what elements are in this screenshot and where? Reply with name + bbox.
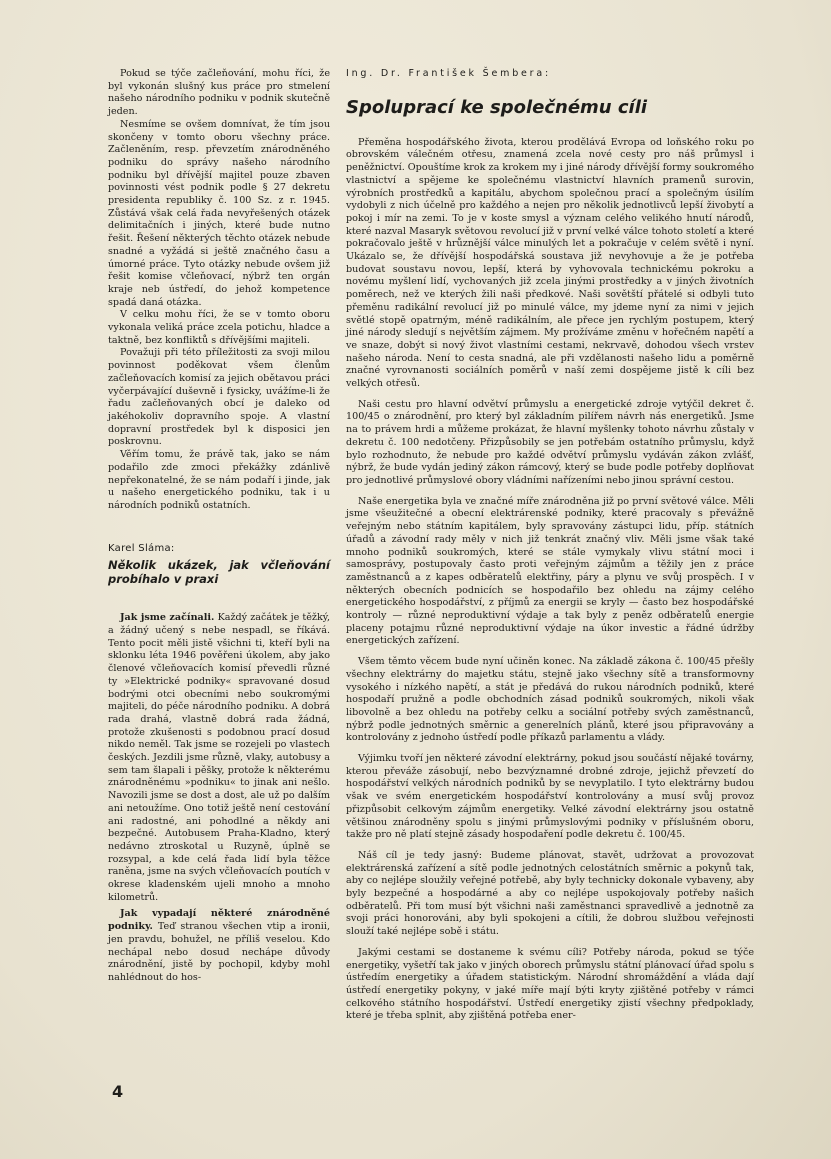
right-column — [346, 68, 754, 1023]
right-article-paragraph-2: Naši cestu pro hlavní odvětví průmyslu a energetické zdroje vytýčil dekret č. 100/45 o znárodnění, pro který byl základním pilířem návrh nás energetiků. Jsme na to právem hrdi a můžeme prokázat, že hlavní myšlenky tohoto návrhu zůstaly v dekretu č. 100 nedotčeny. Přizpůsobily se jen potřebám ostatního průmyslu, když bylo rozhodnuto, že nebude pro každé odvětví průmyslu vydáván zákon zvlášť, nýbrž, že bude vydán jediný zákon rámcový, který se bude podle potřeby doplňovat pro jednotlivé průmyslové obory vládními nařízeními nebo jinou správní cestou. — [346, 398, 754, 486]
right-article-paragraph-3: Naše energetika byla ve značné míře znárodněna již po první světové válce. Měli jsme všeužitečné a obecní elektrárenské podniky, které pracovaly s převážně veřejným nebo státním kapitálem, byly spravovány zástupci lidu, příp. státních úřadů a závodní rady měly v nich již tenkrát značný vliv. Měli jsme však také mnoho podniků soukromých, které se stále vymykaly vlivu státní moci i samosprávy, postupovaly často proti veřejným zájmům a těžily jen z práce zaměstnanců a z kapes odběratelů elektřiny, páry a plynu ve svůj prospěch. I v některých obecních podnicích se hospodařilo bez ohledu na zájmy celého energetického hospodářství, z příjmů za energii se kryly — často bez hospodářské kontroly — různé neproduktivní výdaje a tak byly z peněz odběratelů energie placeny potajmu různé neproduktivní výdaje na úkor investic a řádné údržby energetických zařízení. — [346, 495, 754, 647]
right-article-paragraph-5: Výjimku tvoří jen některé závodní elektrárny, pokud jsou součástí nějaké továrny, kterou převáže zásobují, nebo bezvýznamné drobné zdroje, jejichž převzetí do hospodářství velkých národních podniků by se nevyplatilo. I tyto elektrárny budou však ve svém energetickém hospodářství kontrolovány a musí svůj provoz přizpůsobit celkovým zájmům energetiky. Velké závodní elektrárny jsou ostatně většinou znárodněny spolu s jinými průmyslovými podniky v příslušném oboru, takže pro ně platí stejně zásady hospodaření podle dekretu č. 100/45. — [346, 753, 754, 841]
left-article-author: Karel Sláma: — [108, 542, 175, 554]
paragraph-lead: Jak jsme začínali. — [120, 612, 215, 624]
left-continuation-paragraph-1: Pokud se týče začleňování, mohu říci, že byl vykonán slušný kus práce pro stmelení našeho národního podniku v podnik skutečně jeden. — [108, 68, 330, 118]
left-article-paragraph-1 — [108, 612, 330, 904]
page-number: 4 — [112, 1082, 124, 1101]
left-article-paragraph-2 — [108, 908, 330, 984]
left-continuation-paragraph-3: V celku mohu říci, že se v tomto oboru vykonala veliká práce zcela potichu, hladce a taktně, bez konfliktů s dřívějšími majiteli. — [108, 309, 330, 346]
left-continuation-paragraph-2: Nesmíme se ovšem domnívat, že tím jsou skončeny v tomto oboru všechny práce. Začleněním, resp. převzetím znárodněného podniku do správy našeho národního podniku byl dřívější majitel pouze zbaven povinnosti vést podnik podle § 27 dekretu presidenta republiky č. 100 Sz. z r. 1945. Zůstává však celá řada nevyřešených otázek delimitačních i jiných, které bude nutno řešit. Řešení některých těchto otázek nebude snadné a vyžádá si ještě značného času a úmorné práce. Tyto otázky nebude ovšem již řešit komise včleňovací, nýbrž ten orgán kraje neb ústředí, do jehož kompetence spadá daná otázka. — [108, 118, 330, 308]
right-article-paragraph-4: Všem těmto věcem bude nyní učiněn konec. Na základě zákona č. 100/45 přešly všechny elektrárny do majetku státu, stejně jako všechny sítě a transformovny vysokého i nízkého napětí, a stát je předává do rukou národních podniků, které hospodaří pružně a podle obchodních zásad podniků soukromých, nikoli však libovolně a bez ohledu na potřeby celku a sociální potřeby svých zaměstnanců, nýbrž podle jednotných směrnic a generelních plánů, které jsou připravovány a kontrolovány z jednoho ústředí podle příkazů parlamentu a vlády. — [346, 656, 754, 744]
left-continuation-paragraph-4: Považuji při této příležitosti za svoji milou povinnost poděkovat všem členům začleňovacích komisí za jejich obětavou práci vyčerpávající duševně i fysicky, uvážíme-li že řadu začleňovaných obcí je daleko od jakéhokoliv dopravního spoje. A vlastní dopravní prostředek byl k disposici jen poskrovnu. — [108, 347, 330, 448]
right-article-paragraph-6: Náš cíl je tedy jasný: Budeme plánovat, stavět, udržovat a provozovat elektrárenská zařízení a sítě podle jednotných celostátních směrnic a pokynů tak, aby co nejlépe sloužily veřejné potřebě, aby byly technicky dokonale vybaveny, aby byly bezpečné a hospodárné a aby co nejlépe uspokojovaly potřeby našich odběratelů. Při tom musí být všichni naši zaměstnanci spravedlivě a jednotně za svoji práci honorováni, aby byli spokojeni a cítili, že dobrou službou veřejnosti slouží také nejlépe sobě i státu. — [346, 849, 754, 938]
left-continuation-paragraph-5: Věřím tomu, že právě tak, jako se nám podařilo zde zmoci překážky zdánlivě nepřekonatelné, že se nám podaří i jinde, jak u našeho energetického podniku, tak i u národních podniků ostatních. — [108, 449, 330, 511]
right-article-title: Spoluprací ke společnému cíli — [346, 96, 648, 118]
right-article-paragraph-7: Jakými cestami se dostaneme k svému cíli? Potřeby národa, pokud se týče energetiky, vyšetří tak jako v jiných oborech průmyslu státní plánovací úřad spolu s ústředím energetiky a úřadem statistickým. Národní shromáždění a vláda dají ústředí energetiky pokyny, v jaké míře mají býti kryty zjištěné potřeby v rámci celkového státního hospodářství. Ústředí energetiky zjistí všechny předpoklady, které je třeba splnit, aby zjištěná potřeba ener- — [346, 946, 754, 1022]
paragraph-body: Teď stranou všechen vtip a ironii, jen pravdu, bohužel, ne příliš veselou. Kdo nechápal nebo dosud nechápe důvody znárodnění, jistě by pochopil, kdyby mohl nahlédnout do hos- — [108, 921, 330, 983]
left-article-title: Několik ukázek, jak včleňování probíhalo v praxi — [108, 558, 330, 586]
paragraph-body: Každý začátek je těžký, a žádný učený s nebe nespadl, se říkává. Tento pocit měli jistě všichni ti, kteří byli na sklonku léta 1946 pověřeni úkolem, aby jako členové včleňovacích komisí převedli různé ty »Elektrické podniky« spravované dosud bodrými otci obecními nebo soukromými majiteli, do péče národního podniku. A dobrá rada drahá, vlastně dobrá rada žádná, protože zkušenosti s podobnou prací dosud nikdo neměl. Tak jsme se rozejeli po vlastech českých. Jezdili jsme různě, vlaky, autobusy a sem tam šlapali i pěšky, protože k některému znárodněnému »podniku« to jinak ani nešlo. Navozili jsme se dost a dost, ale už po dalším ani netoužíme. Ono totiž ještě není cestování ani radostné, ani pohodlné a někdy ani bezpečné. Autobusem Praha-Kladno, který nedávno ztroskotal u Ruzyně, úplně se rozsypal, a kde celá řada lidí byla těžce raněna, jsme na svých včleňovacích poutích v okrese kladenském ujeli mnoho a mnoho kilometrů. — [108, 612, 330, 903]
right-article-author: Ing. Dr. František Šembera: — [346, 68, 552, 79]
right-article-paragraph-1: Přeměna hospodářského života, kterou prodělává Evropa od loňského roku po obrovském válečném otřesu, znamená zcela nové cesty pro náš průmysl i peněžnictví. Opouštíme krok za krokem my i jiné národy dřívější formy soukromého vlastnictví a spějeme ke společnému vlastnictví hlavních pramenů surovin, výrobních prostředků a kapitálu, abychom společnou prací a společným úsilím vydobyli z nich účelně pro každého a nejen pro několik jednotlivců lepší živobytí a pokoj i mír na zemi. To je v koste smysl a význam celého velikého hnutí národů, které nazval Masaryk světovou revolucí již v první velké válce tohoto století a které pokračovalo ještě v hrůznější válce minulých let a pokračuje v celém světě i nyní. Ukázalo se, že dřívější hospodářská soustava již nevyhovuje a že je potřeba budovat soustavu novou, lepší, která by vyhovovala technickému pokroku a novému myšlení lidí, vychovaných již zcela jinými prostředky a v jiných životních poměrech, než ve kterých žili naši předkové. Naši sovětští přátelé si odbyli tuto přeměnu radikální revolucí již po minulé válce, my jdeme nyní za nimi v jejich světlé stopě opatrným, méně radikálním, ale přece jen rychlým postupem, který jiné národy sledují s největším zájmem. My prožíváme změnu v hořečném napětí a ve snaze, dobýt si nový život vlastními cestami, nekrvavě, dohodou všech vrstev našeho národa. Není to cesta snadná, ale při vzdělanosti našeho lidu a poměrně značné vyrovnanosti sociálních poměrů v naší zemi dospějeme jistě k cíli bez velkých otřesů. — [346, 136, 754, 390]
left-column — [108, 68, 330, 985]
paragraph-lead: Jak vypadají některé znárodněné podniky. — [108, 908, 330, 933]
